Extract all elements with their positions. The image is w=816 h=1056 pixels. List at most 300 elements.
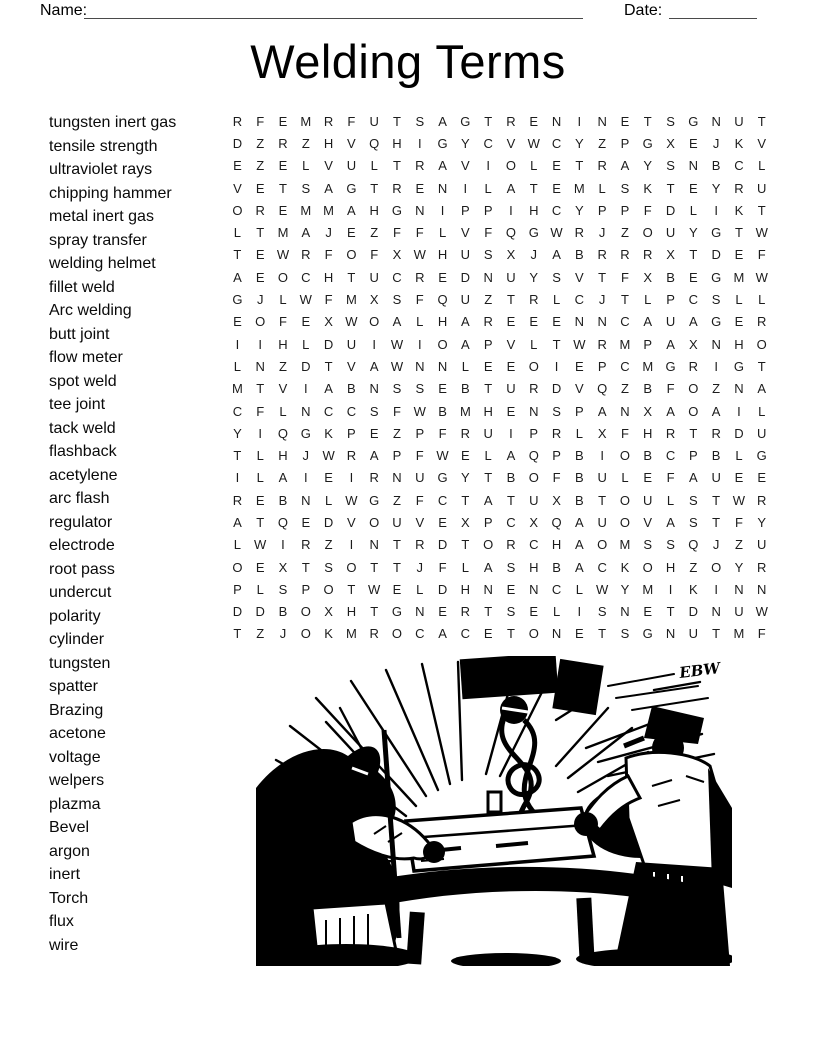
- grid-letter: S: [392, 381, 402, 397]
- grid-letter: Q: [277, 514, 289, 530]
- grid-letter: T: [233, 247, 242, 263]
- grid-letter: G: [642, 135, 653, 151]
- grid-letter: A: [369, 358, 379, 374]
- grid-letter: T: [506, 292, 515, 308]
- grid-letter: G: [232, 292, 243, 308]
- grid-letter: U: [757, 180, 767, 196]
- grid-letter: N: [757, 581, 767, 597]
- grid-letter: L: [324, 492, 333, 508]
- grid-letter: V: [643, 514, 653, 530]
- grid-letter: N: [415, 604, 425, 620]
- grid-letter: T: [461, 537, 470, 553]
- grid-letter: F: [643, 202, 652, 218]
- grid-letter: C: [620, 314, 630, 330]
- grid-letter: E: [575, 358, 584, 374]
- grid-letter: A: [689, 314, 698, 330]
- grid-letter: D: [734, 425, 744, 441]
- grid-letter: W: [299, 292, 312, 308]
- grid-letter: I: [486, 158, 490, 174]
- grid-letter: P: [643, 336, 653, 352]
- grid-letter: Z: [598, 135, 607, 151]
- grid-letter: B: [711, 448, 721, 464]
- grid-letter: L: [461, 559, 469, 575]
- grid-letter: E: [506, 314, 516, 330]
- grid-letter: T: [712, 492, 721, 508]
- grid-letter: N: [369, 537, 379, 553]
- grid-letter: R: [620, 247, 630, 263]
- word-list: [49, 111, 176, 957]
- grid-letter: K: [734, 135, 744, 151]
- grid-letter: T: [666, 604, 675, 620]
- grid-letter: R: [597, 336, 607, 352]
- grid-letter: G: [346, 180, 357, 196]
- grid-letter: N: [437, 180, 448, 196]
- grid-letter: U: [711, 470, 721, 486]
- grid-letter: K: [620, 559, 630, 575]
- grid-letter: N: [415, 358, 425, 374]
- grid-letter: V: [347, 135, 356, 151]
- grid-letter: Y: [757, 514, 767, 530]
- grid-letter: V: [506, 135, 516, 151]
- grid-letter: M: [642, 358, 654, 374]
- welders-illustration: [256, 656, 732, 966]
- grid-letter: F: [347, 113, 356, 129]
- grid-letter: J: [598, 225, 606, 241]
- grid-letter: H: [529, 202, 539, 218]
- grid-letter: O: [300, 604, 311, 620]
- grid-letter: F: [666, 381, 675, 397]
- grid-letter: Z: [279, 358, 287, 374]
- grid-letter: R: [369, 626, 379, 642]
- grid-letter: W: [322, 448, 335, 464]
- word-item: flux: [49, 913, 74, 930]
- grid-letter: B: [278, 604, 288, 620]
- grid-letter: J: [712, 537, 720, 553]
- grid-letter: E: [620, 113, 630, 129]
- grid-letter: E: [575, 626, 584, 642]
- grid-letter: O: [597, 537, 608, 553]
- grid-letter: X: [324, 314, 333, 330]
- grid-letter: Y: [233, 425, 242, 441]
- grid-letter: N: [255, 358, 265, 374]
- grid-letter: F: [620, 425, 629, 441]
- grid-letter: D: [688, 604, 699, 620]
- grid-letter: S: [392, 292, 402, 308]
- grid-letter: U: [506, 381, 516, 397]
- grid-letter: P: [233, 581, 242, 597]
- grid-letter: G: [711, 269, 722, 285]
- grid-letter: W: [755, 604, 768, 620]
- grid-letter: O: [391, 626, 403, 642]
- grid-letter: S: [689, 492, 698, 508]
- grid-letter: F: [370, 247, 379, 263]
- grid-letter: L: [575, 425, 583, 441]
- grid-letter: E: [689, 180, 698, 196]
- grid-letter: T: [484, 113, 493, 129]
- grid-letter: V: [347, 514, 356, 530]
- grid-letter: N: [415, 202, 425, 218]
- grid-letter: N: [597, 113, 607, 129]
- grid-letter: H: [392, 135, 402, 151]
- grid-letter: T: [666, 180, 675, 196]
- word-item: electrode: [49, 537, 115, 554]
- grid-letter: E: [278, 158, 288, 174]
- grid-letter: E: [643, 470, 653, 486]
- grid-letter: B: [711, 158, 721, 174]
- grid-letter: W: [550, 225, 563, 241]
- grid-letter: W: [755, 225, 768, 241]
- grid-letter: O: [346, 559, 357, 575]
- grid-letter: W: [413, 403, 426, 419]
- grid-letter: L: [256, 448, 264, 464]
- grid-letter: Z: [712, 381, 721, 397]
- grid-letter: H: [323, 269, 334, 285]
- grid-letter: G: [711, 225, 722, 241]
- grid-letter: C: [346, 403, 357, 419]
- grid-letter: P: [415, 425, 425, 441]
- grid-letter: S: [620, 626, 630, 642]
- grid-letter: K: [643, 180, 653, 196]
- grid-letter: E: [324, 470, 333, 486]
- grid-letter: M: [277, 225, 289, 241]
- grid-letter: G: [733, 358, 744, 374]
- grid-letter: J: [712, 135, 720, 151]
- grid-letter: E: [734, 247, 744, 263]
- grid-letter: T: [347, 581, 356, 597]
- grid-letter: I: [258, 336, 262, 352]
- grid-letter: Z: [620, 381, 629, 397]
- grid-letter: L: [666, 492, 675, 508]
- grid-letter: G: [688, 113, 699, 129]
- grid-letter: N: [574, 314, 585, 330]
- name-label: Name:: [40, 2, 88, 19]
- grid-letter: I: [281, 537, 285, 553]
- grid-letter: G: [437, 470, 448, 486]
- grid-letter: U: [757, 537, 767, 553]
- grid-letter: Y: [711, 180, 721, 196]
- grid-letter: N: [483, 581, 493, 597]
- grid-letter: R: [506, 113, 516, 129]
- word-item: Arc welding: [49, 302, 132, 319]
- grid-letter: X: [666, 135, 675, 151]
- grid-letter: T: [393, 537, 401, 553]
- grid-letter: H: [665, 559, 676, 575]
- grid-letter: N: [551, 113, 562, 129]
- grid-letter: Z: [324, 537, 333, 553]
- grid-letter: Q: [505, 225, 517, 241]
- grid-letter: T: [757, 113, 766, 129]
- word-item: butt joint: [49, 325, 110, 343]
- word-item: tensile strength: [49, 137, 158, 155]
- grid-letter: B: [552, 559, 561, 575]
- grid-letter: X: [597, 425, 607, 441]
- grid-letter: A: [278, 470, 288, 486]
- grid-letter: T: [370, 559, 379, 575]
- grid-letter: T: [484, 470, 493, 486]
- grid-letter: T: [529, 180, 538, 196]
- grid-letter: G: [642, 626, 653, 642]
- grid-letter: G: [391, 604, 403, 620]
- grid-letter: C: [688, 292, 699, 308]
- grid-letter: A: [347, 202, 356, 218]
- grid-letter: A: [620, 158, 630, 174]
- grid-letter: E: [278, 113, 288, 129]
- grid-letter: P: [483, 202, 493, 218]
- grid-letter: U: [597, 514, 607, 530]
- grid-letter: Z: [484, 292, 493, 308]
- grid-letter: J: [302, 448, 310, 464]
- grid-letter: D: [323, 514, 334, 530]
- grid-letter: S: [301, 180, 311, 196]
- word-item: acetylene: [49, 466, 118, 484]
- grid-letter: E: [529, 604, 539, 620]
- grid-letter: H: [278, 448, 288, 464]
- grid-letter: A: [666, 514, 675, 530]
- grid-letter: A: [711, 403, 721, 419]
- grid-letter: C: [483, 135, 493, 151]
- grid-letter: A: [666, 336, 675, 352]
- grid-letter: O: [277, 269, 289, 285]
- grid-letter: P: [620, 135, 630, 151]
- grid-letter: D: [711, 247, 721, 263]
- grid-letter: G: [711, 314, 722, 330]
- grid-letter: A: [438, 626, 447, 642]
- grid-letter: W: [390, 358, 404, 374]
- grid-letter: A: [461, 336, 470, 352]
- grid-letter: E: [461, 448, 470, 464]
- grid-letter: T: [689, 425, 698, 441]
- grid-letter: N: [620, 604, 630, 620]
- grid-letter: J: [325, 225, 332, 241]
- grid-letter: F: [620, 269, 629, 285]
- grid-letter: R: [460, 425, 471, 441]
- grid-letter: A: [438, 113, 447, 129]
- grid-letter: F: [256, 113, 265, 129]
- word-item: arc flash: [49, 490, 110, 507]
- grid-letter: F: [324, 292, 333, 308]
- grid-letter: E: [233, 158, 242, 174]
- grid-letter: M: [300, 113, 312, 129]
- grid-letter: Z: [734, 537, 743, 553]
- grid-letter: P: [392, 448, 402, 464]
- grid-letter: T: [712, 514, 721, 530]
- grid-letter: C: [415, 626, 425, 642]
- grid-letter: L: [302, 158, 310, 174]
- grid-letter: E: [506, 581, 516, 597]
- grid-letter: D: [232, 604, 243, 620]
- grid-letter: O: [369, 514, 380, 530]
- grid-letter: O: [619, 514, 630, 530]
- grid-letter: P: [597, 202, 607, 218]
- grid-letter: W: [596, 581, 609, 597]
- grid-letter: L: [233, 225, 242, 241]
- grid-letter: T: [461, 492, 470, 508]
- grid-letter: C: [529, 537, 539, 553]
- grid-letter: X: [369, 292, 379, 308]
- word-item: spray transfer: [49, 231, 147, 249]
- grid-letter: H: [369, 202, 379, 218]
- grid-letter: L: [233, 537, 242, 553]
- grid-letter: Z: [689, 559, 698, 575]
- grid-letter: C: [665, 448, 676, 464]
- grid-letter: R: [415, 537, 425, 553]
- grid-letter: W: [732, 492, 746, 508]
- grid-letter: S: [324, 559, 333, 575]
- grid-letter: I: [714, 202, 718, 218]
- grid-letter: R: [506, 537, 516, 553]
- grid-letter: R: [392, 180, 402, 196]
- grid-letter: E: [552, 314, 561, 330]
- grid-letter: P: [461, 202, 470, 218]
- grid-letter: E: [552, 158, 561, 174]
- grid-letter: F: [393, 403, 401, 419]
- grid-letter: S: [666, 113, 675, 129]
- grid-letter: P: [597, 358, 607, 374]
- grid-letter: I: [577, 604, 582, 620]
- grid-letter: E: [506, 358, 516, 374]
- grid-letter: S: [689, 514, 698, 530]
- grid-letter: A: [575, 559, 584, 575]
- grid-letter: A: [392, 314, 402, 330]
- grid-letter: H: [551, 537, 562, 553]
- grid-letter: V: [461, 158, 470, 174]
- grid-letter: F: [438, 559, 447, 575]
- grid-letter: J: [530, 247, 537, 263]
- word-item: spot weld: [49, 372, 117, 390]
- grid-letter: N: [529, 581, 539, 597]
- grid-letter: H: [643, 425, 653, 441]
- grid-letter: K: [734, 202, 744, 218]
- grid-letter: U: [460, 247, 471, 263]
- grid-letter: A: [233, 514, 242, 530]
- word-item: regulator: [49, 513, 113, 531]
- grid-letter: A: [483, 559, 493, 575]
- grid-letter: N: [688, 158, 699, 174]
- grid-letter: R: [757, 492, 767, 508]
- grid-letter: I: [600, 448, 604, 464]
- grid-letter: L: [735, 292, 743, 308]
- grid-letter: P: [483, 336, 493, 352]
- grid-letter: W: [755, 269, 768, 285]
- grid-letter: L: [552, 292, 561, 308]
- grid-letter: R: [665, 425, 676, 441]
- word-item: tee joint: [49, 396, 106, 413]
- grid-letter: S: [711, 292, 721, 308]
- grid-letter: O: [346, 247, 357, 263]
- grid-letter: F: [415, 492, 424, 508]
- grid-letter: X: [324, 604, 333, 620]
- grid-letter: H: [460, 581, 471, 597]
- grid-letter: N: [597, 314, 607, 330]
- grid-letter: D: [232, 135, 243, 151]
- grid-letter: O: [711, 559, 722, 575]
- grid-letter: L: [598, 180, 606, 196]
- grid-letter: R: [323, 113, 334, 129]
- grid-letter: U: [460, 292, 471, 308]
- grid-letter: I: [235, 336, 240, 352]
- grid-letter: I: [714, 581, 718, 597]
- grid-letter: Y: [575, 202, 584, 218]
- grid-letter: T: [598, 626, 607, 642]
- grid-letter: R: [757, 314, 767, 330]
- grid-letter: S: [415, 113, 425, 129]
- word-item: acetone: [49, 725, 106, 742]
- grid-letter: Q: [369, 135, 380, 151]
- grid-letter: N: [711, 336, 721, 352]
- grid-letter: Z: [256, 626, 265, 642]
- grid-letter: T: [233, 626, 242, 642]
- grid-letter: U: [346, 336, 357, 352]
- word-item: Bevel: [49, 819, 90, 836]
- grid-letter: Y: [620, 581, 630, 597]
- grid-letter: D: [323, 336, 334, 352]
- grid-letter: H: [346, 604, 357, 620]
- grid-letter: Y: [529, 269, 539, 285]
- grid-letter: U: [688, 626, 699, 642]
- grid-letter: O: [619, 492, 630, 508]
- grid-letter: U: [665, 314, 676, 330]
- date-label: Date:: [624, 2, 663, 19]
- grid-letter: S: [483, 247, 493, 263]
- grid-letter: D: [301, 358, 311, 374]
- word-item: tungsten inert gas: [49, 114, 177, 131]
- grid-letter: C: [323, 403, 334, 419]
- grid-letter: I: [509, 425, 513, 441]
- grid-letter: X: [278, 559, 288, 575]
- grid-letter: L: [484, 448, 492, 464]
- grid-letter: G: [437, 135, 448, 151]
- letter-grid: [226, 110, 773, 645]
- grid-letter: I: [235, 470, 240, 486]
- grid-letter: T: [301, 559, 310, 575]
- grid-letter: A: [575, 514, 584, 530]
- grid-letter: X: [392, 247, 402, 263]
- grid-letter: L: [416, 581, 424, 597]
- grid-letter: N: [711, 113, 721, 129]
- grid-letter: O: [232, 559, 243, 575]
- grid-letter: C: [232, 403, 243, 419]
- grid-letter: E: [689, 135, 698, 151]
- grid-letter: I: [258, 425, 262, 441]
- grid-letter: B: [575, 470, 584, 486]
- grid-letter: Z: [620, 225, 629, 241]
- grid-letter: Z: [393, 492, 401, 508]
- grid-letter: O: [688, 403, 699, 419]
- grid-letter: T: [370, 180, 379, 196]
- grid-letter: H: [323, 135, 334, 151]
- grid-letter: I: [577, 113, 582, 129]
- grid-letter: C: [620, 358, 630, 374]
- grid-letter: E: [369, 425, 379, 441]
- grid-letter: R: [574, 225, 585, 241]
- grid-letter: R: [529, 381, 539, 397]
- grid-letter: L: [552, 604, 561, 620]
- grid-letter: G: [391, 202, 403, 218]
- grid-letter: X: [643, 269, 653, 285]
- grid-letter: S: [643, 537, 653, 553]
- grid-letter: E: [734, 314, 744, 330]
- grid-letter: C: [597, 559, 607, 575]
- grid-letter: R: [483, 314, 493, 330]
- grid-letter: E: [483, 358, 493, 374]
- grid-letter: R: [369, 470, 379, 486]
- grid-letter: I: [372, 336, 376, 352]
- word-item: tungsten: [49, 654, 111, 672]
- grid-letter: O: [688, 381, 699, 397]
- grid-letter: N: [392, 470, 402, 486]
- grid-letter: W: [413, 247, 426, 263]
- grid-letter: T: [393, 113, 401, 129]
